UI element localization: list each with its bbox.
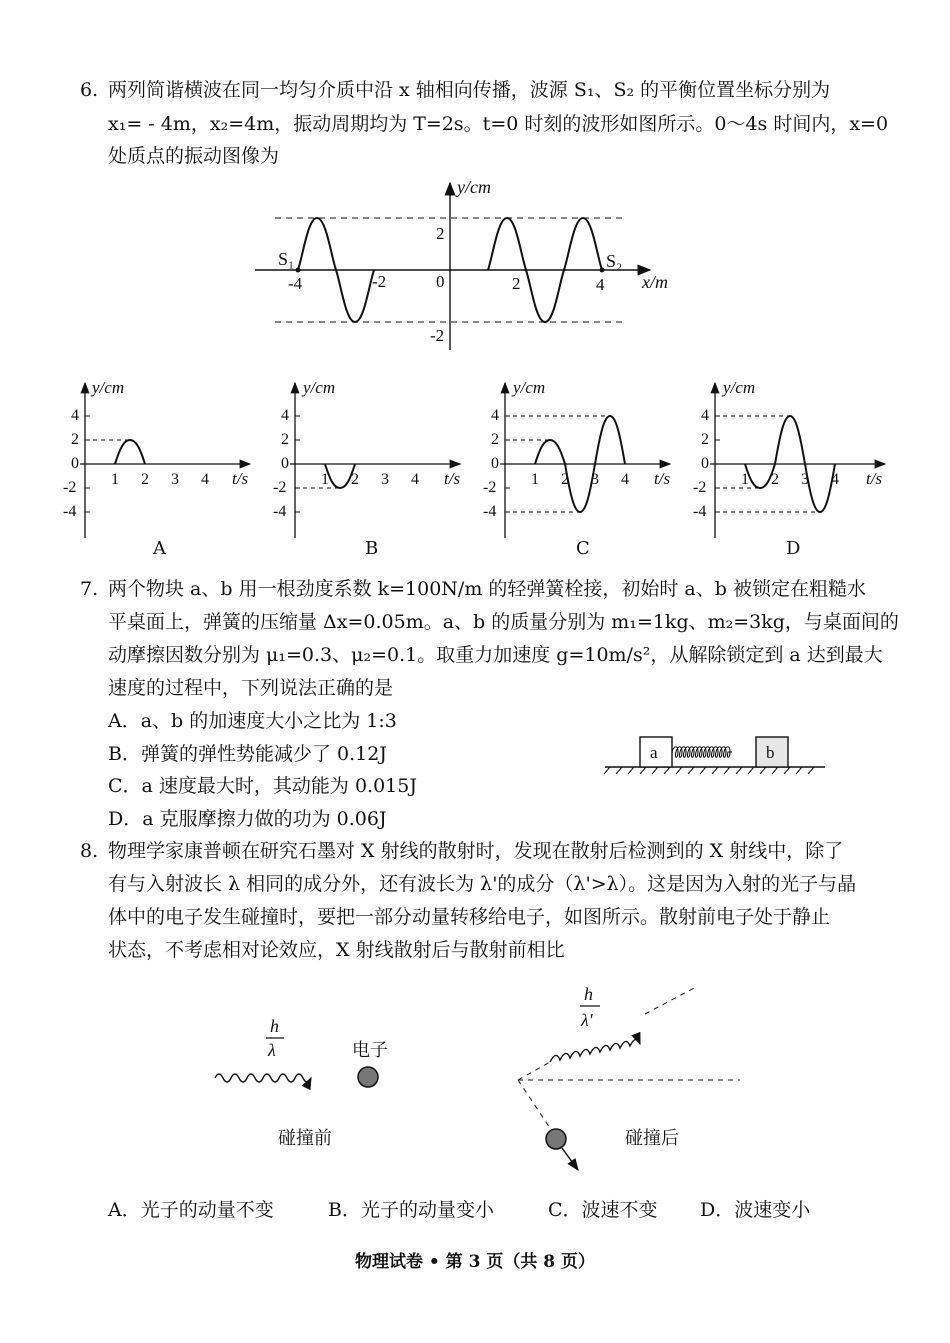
opt-0-tick-y: 0 — [71, 455, 79, 472]
q6-text-line1: 两列简谐横波在同一均匀介质中沿 x 轴相向传播，波源 S₁、S₂ 的平衡位置坐标分别为 — [108, 79, 831, 101]
q7-text-line3: 动摩擦因数分别为 μ₁=0.3、μ₂=0.1。取重力加速度 g=10m/s²，从解除锁定到 a 达到最大 — [108, 644, 883, 666]
opt-3-tick-x: 1 — [741, 471, 749, 488]
opt-2-tick-y: -2 — [483, 479, 497, 496]
opt-1-tick-y: 0 — [281, 455, 289, 472]
q6-option-graphs — [60, 378, 900, 548]
after-collision — [518, 984, 740, 1170]
opt-0-tick-y: 4 — [71, 407, 79, 424]
tick-y-neg2: -2 — [430, 326, 445, 345]
option-graph-c — [500, 378, 670, 538]
y-label: y/cm — [457, 177, 491, 197]
option-b-label[interactable]: B — [365, 538, 379, 559]
opt-0-tick-x: 4 — [201, 471, 209, 488]
tick-x-4: 4 — [596, 275, 605, 294]
q8-choice-c[interactable]: C．波速不变 — [548, 1199, 658, 1221]
opt-2-tick-x: 1 — [531, 471, 539, 488]
opt-0-tick-x: 1 — [111, 471, 119, 488]
opt-3-tick-y: -4 — [693, 503, 707, 520]
opt-0-tick-y: -4 — [63, 503, 77, 520]
source-s1-dot — [296, 268, 301, 273]
s1-label: S₁ — [278, 249, 295, 269]
q6-text-line2: x₁= - 4m，x₂=4m，振动周期均为 T=2s。t=0 时刻的波形如图所示。0～4s 时间内，x=0 — [108, 113, 889, 135]
electron-ball-after — [546, 1129, 566, 1149]
opt-1-tick-x: 3 — [381, 471, 389, 488]
option-graph-b — [290, 378, 460, 538]
opt-1-tick-y: -2 — [273, 479, 287, 496]
tick-y-2: 2 — [436, 224, 445, 243]
opt-1-tick-y: -4 — [273, 503, 287, 520]
scattered-photon-wave — [550, 1039, 640, 1062]
q8-number: 8. — [80, 840, 99, 862]
tick-x-0: 0 — [436, 272, 445, 291]
opt-0-tick-x: 2 — [141, 471, 149, 488]
q8-text-line2: 有与入射波长 λ 相同的成分外，还有波长为 λ'的成分（λ'>λ）。这是因为入射的光子与晶 — [108, 873, 857, 895]
q7-choice-c[interactable]: C．a 速度最大时，其动能为 0.015J — [108, 775, 417, 797]
opt-3-tick-y: 0 — [701, 455, 709, 472]
q7-choice-d[interactable]: D．a 克服摩擦力做的功为 0.06J — [108, 808, 387, 830]
q7-text-line1: 两个物块 a、b 用一根劲度系数 k=100N/m 的轻弹簧栓接，初始时 a、b 被锁定在粗糙水 — [108, 578, 866, 600]
tick-x-neg2: -2 — [372, 272, 387, 291]
before-collision — [215, 1016, 388, 1148]
opt-2-tick-y: -4 — [483, 503, 497, 520]
opt-0-tick-y: -2 — [63, 479, 77, 496]
graph-c-x-label: t/s — [654, 469, 671, 488]
page-footer: 物理试卷 • 第 3 页（共 8 页） — [354, 1252, 596, 1272]
option-graph-a — [80, 378, 250, 538]
x-label: x/m — [642, 272, 668, 292]
q6-wave-graph — [250, 175, 690, 355]
opt-1-tick-y: 4 — [281, 407, 289, 424]
before-h: h — [270, 1016, 279, 1036]
q6-text-line3: 处质点的振动图像为 — [108, 145, 280, 167]
q7-number: 7. — [80, 578, 99, 600]
opt-2-tick-y: 2 — [491, 431, 499, 448]
opt-3-tick-y: 4 — [701, 407, 709, 424]
opt-3-tick-x: 2 — [771, 471, 779, 488]
incident-photon-wave — [215, 1074, 311, 1082]
q7-text-line4: 速度的过程中，下列说法正确的是 — [108, 677, 394, 699]
electron-ball-before — [358, 1067, 378, 1087]
q8-text-line3: 体中的电子发生碰撞时，要把一部分动量转移给电子，如图所示。散射前电子处于静止 — [108, 906, 831, 928]
tick-x-neg4: -4 — [288, 274, 303, 293]
q8-choice-d[interactable]: D．波速变小 — [700, 1199, 811, 1221]
opt-2-tick-x: 2 — [561, 471, 569, 488]
q8-text-line4: 状态，不考虑相对论效应，X 射线散射后与散射前相比 — [108, 939, 565, 961]
after-lambda: λ' — [581, 1010, 593, 1030]
opt-1-tick-x: 2 — [351, 471, 359, 488]
electron-label: 电子 — [352, 1040, 388, 1060]
block-a-label: a — [650, 743, 658, 762]
electron-path — [518, 1080, 550, 1128]
q8-text-line1: 物理学家康普顿在研究石墨对 X 射线的散射时，发现在散射后检测到的 X 射线中，除了 — [108, 840, 844, 862]
q8-compton-diagram — [200, 980, 760, 1180]
opt-2-tick-y: 0 — [491, 455, 499, 472]
q6-number: 6. — [80, 79, 99, 101]
option-graph-d — [710, 378, 885, 538]
tick-x-2: 2 — [512, 274, 521, 293]
graph-d-x-label: t/s — [866, 469, 883, 488]
option-c-label[interactable]: C — [576, 538, 590, 559]
q7-spring-diagram — [600, 730, 830, 780]
q7-choice-a[interactable]: A．a、b 的加速度大小之比为 1:3 — [108, 710, 397, 732]
opt-3-tick-x: 4 — [831, 471, 839, 488]
graph-c-y-label: y/cm — [513, 378, 546, 397]
option-d-label[interactable]: D — [786, 538, 801, 559]
s2-label: S₂ — [606, 251, 623, 271]
opt-0-tick-x: 3 — [171, 471, 179, 488]
after-h: h — [584, 984, 593, 1004]
graph-b-y-label: y/cm — [303, 378, 336, 397]
opt-2-tick-y: 4 — [491, 407, 499, 424]
q8-choice-b[interactable]: B．光子的动量变小 — [328, 1199, 494, 1221]
opt-3-tick-y: -2 — [693, 479, 707, 496]
electron-velocity-arrow — [562, 1148, 578, 1170]
opt-1-tick-x: 1 — [321, 471, 329, 488]
opt-1-tick-y: 2 — [281, 431, 289, 448]
q7-choice-b[interactable]: B．弹簧的弹性势能减少了 0.12J — [108, 743, 387, 765]
block-b-label: b — [766, 743, 775, 762]
graph-d-y-label: y/cm — [723, 378, 756, 397]
before-caption: 碰撞前 — [278, 1128, 332, 1148]
before-lambda: λ — [268, 1040, 276, 1060]
opt-1-tick-x: 4 — [411, 471, 419, 488]
graph-a-x-label: t/s — [232, 469, 249, 488]
opt-3-tick-x: 3 — [801, 471, 809, 488]
q8-choice-a[interactable]: A．光子的动量不变 — [108, 1199, 274, 1221]
q7-text-line2: 平桌面上，弹簧的压缩量 Δx=0.05m。a、b 的质量分别为 m₁=1kg、m₂=3kg，与桌面间的 — [108, 611, 899, 633]
after-caption: 碰撞后 — [625, 1128, 679, 1148]
opt-0-tick-y: 2 — [71, 431, 79, 448]
option-a-label[interactable]: A — [153, 538, 166, 559]
graph-b-x-label: t/s — [444, 469, 461, 488]
opt-3-tick-y: 2 — [701, 431, 709, 448]
opt-2-tick-x: 3 — [591, 471, 599, 488]
spring — [672, 747, 732, 758]
opt-2-tick-x: 4 — [621, 471, 629, 488]
source-s2-dot — [600, 268, 605, 273]
graph-a-y-label: y/cm — [92, 378, 125, 397]
